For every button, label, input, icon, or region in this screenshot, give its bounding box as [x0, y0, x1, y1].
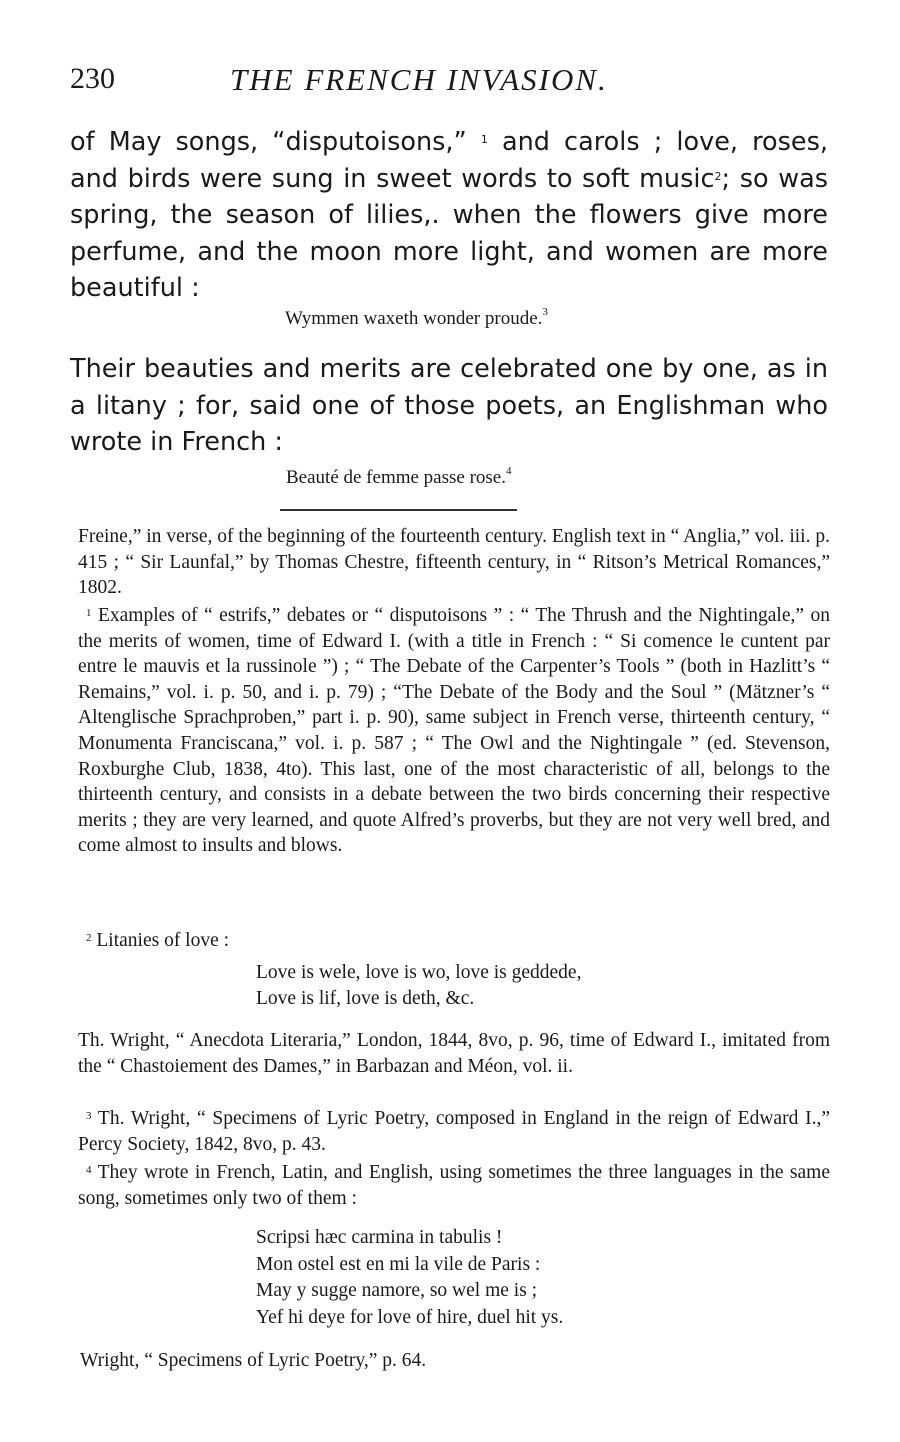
body-paragraph-2: Their beauties and merits are celebrated one by one, as in a litany ; for, said one of those poets, an Englishman who wrote in French : — [70, 354, 828, 457]
footnote-divider — [280, 509, 517, 511]
verse-line: Scripsi hæc carmina in tabulis ! — [256, 1227, 503, 1248]
footnote-1 — [78, 603, 830, 859]
page-number: 230 — [70, 62, 115, 95]
footnote-2 — [78, 928, 830, 954]
paragraph1-text-b: and carols ; love, roses, and birds were sung in sweet words to soft music — [70, 127, 828, 194]
footnote-1-text: Examples of “ estrifs,” debates or “ disputoisons ” : “ The Thrush and the Nightingale,” on the merits of women, time of Edward I. (with a title in French : “ Si comence le cuntent par entre le mauvis et la russinole ”) ; “ The Debate of the Carpenter’s Tools ” (both in Hazlitt’s “ Remains,” vol. i. p. 50, and i. p. 79) ; “The Debate of the Body and the Soul ” (Mätzner’s “ Altenglische Sprachproben,” part i. p. 90), same subject in French verse, thirteenth century, “ Monumenta Franciscana,” vol. i. p. 587 ; “ The Owl and the Nightingale ” (ed. Stevenson, Roxburghe Club, 1838, 4to). This last, one of the most characteristic of all, belongs to the thirteenth century, and consists in a debate between the two birds concerning their respective merits ; they are very learned, and quote Alfred’s proverbs, but they are not very well bred, and come almost to insults and blows. — [78, 605, 830, 857]
running-title: THE FRENCH INVASION. — [230, 62, 608, 97]
verse-line: Love is wele, love is wo, love is geddede, — [256, 962, 582, 983]
note-ref-1: 1 — [480, 133, 488, 146]
footnote-4 — [78, 1160, 830, 1211]
footnote-2-verse — [78, 960, 830, 1011]
body-paragraph-1 — [70, 124, 828, 307]
footnote-4-marker: 4 — [86, 1164, 92, 1176]
footnote-2-marker: 2 — [86, 932, 92, 944]
block-quote-1 — [285, 308, 548, 330]
footnote-3-text: Th. Wright, “ Specimens of Lyric Poetry, composed in England in the reign of Edward I.,” Percy Society, 1842, 8vo, p. 43. — [78, 1108, 830, 1155]
note-ref-4: 4 — [506, 465, 512, 477]
verse-line: May y sugge namore, so wel me is ; — [256, 1280, 538, 1301]
verse-line: Yef hi deye for love of hire, duel hit ys. — [256, 1306, 564, 1328]
verse-line: Love is lif, love is deth, &c. — [256, 987, 475, 1009]
note-ref-3: 3 — [542, 306, 548, 318]
quote2-text: Beauté de femme passe rose. — [286, 467, 506, 488]
page-header — [70, 62, 830, 102]
paragraph1-text-c: ; so was spring, the season of lilies,. when the flowers give more perfume, and the moon more light, and women are more beautiful : — [70, 163, 828, 303]
block-quote-2 — [286, 467, 512, 489]
quote1-text: Wymmen waxeth wonder proude. — [285, 308, 543, 329]
footnote-1-marker: 1 — [86, 607, 92, 619]
footnote-4-verse — [78, 1225, 830, 1331]
footnote-3 — [78, 1106, 830, 1157]
note-ref-2: 2 — [714, 169, 722, 183]
paragraph1-text-a: of May songs, “disputoisons,” — [70, 127, 467, 157]
footnote-2-text: Litanies of love : — [96, 930, 230, 951]
footnote-continuation: Freine,” in verse, of the beginning of the fourteenth century. English text in “ Anglia,” vol. iii. p. 415 ; “ Sir Launfal,” by Thomas Chestre, fifteenth century, in “ Ritson’s Metrical Romances,” 1802. — [78, 526, 830, 599]
verse-line: Mon ostel est en mi la vile de Paris : — [256, 1253, 541, 1275]
footnote-4-source: Wright, “ Specimens of Lyric Poetry,” p. 64. — [80, 1350, 427, 1371]
footnote-3-marker: 3 — [86, 1110, 92, 1122]
footnote-4-text: They wrote in French, Latin, and English, using sometimes the three languages in the same song, sometimes only two of them : — [78, 1162, 830, 1209]
footnote-2-source: Th. Wright, “ Anecdota Literaria,” London, 1844, 8vo, p. 96, time of Edward I., imitated from the “ Chastoiement des Dames,” in Barbazan and Méon, vol. ii. — [78, 1030, 830, 1077]
